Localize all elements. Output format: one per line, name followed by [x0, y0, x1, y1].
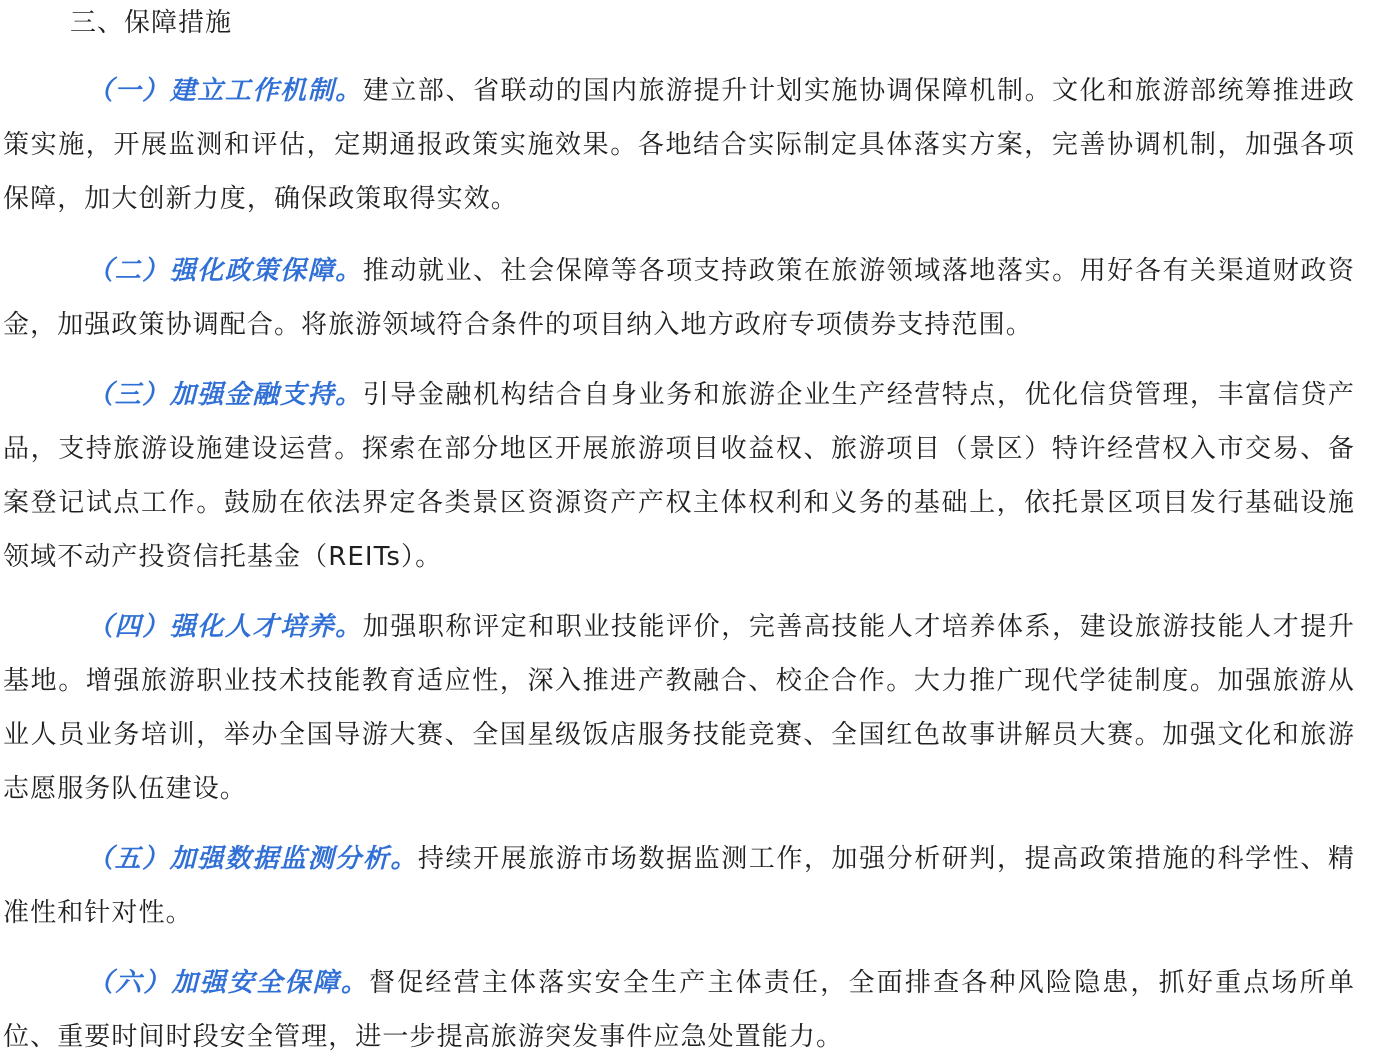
paragraph-4	[3, 600, 1355, 816]
paragraph-4-body: 加强职称评定和职业技能评价，完善高技能人才培养体系，建设旅游技能人才提升基地。增强旅游职业技术技能教育适应性，深入推进产教融合、校企合作。大力推广现代学徒制度。加强旅游从业人员业务培训，举办全国导游大赛、全国星级饭店服务技能竞赛、全国红色故事讲解员大赛。加强文化和旅游志愿服务队伍建设。	[3, 612, 1355, 804]
paragraph-1	[3, 64, 1355, 226]
paragraph-5	[3, 832, 1355, 940]
paragraph-5-heading: （五）加强数据监测分析。	[87, 844, 418, 874]
section-title: 三、保障措施	[70, 8, 233, 38]
paragraph-4-heading: （四）强化人才培养。	[87, 612, 363, 642]
paragraph-2-body: 推动就业、社会保障等各项支持政策在旅游领域落地落实。用好各有关渠道财政资金，加强政策协调配合。将旅游领域符合条件的项目纳入地方政府专项债券支持范围。	[3, 256, 1355, 340]
paragraph-6-body: 督促经营主体落实安全生产主体责任，全面排查各种风险隐患，抓好重点场所单位、重要时间时段安全管理，进一步提高旅游突发事件应急处置能力。	[3, 968, 1355, 1052]
paragraph-2-heading: （二）强化政策保障。	[87, 256, 363, 286]
paragraph-6	[3, 956, 1355, 1064]
paragraph-2	[3, 244, 1355, 352]
paragraph-1-body: 建立部、省联动的国内旅游提升计划实施协调保障机制。文化和旅游部统筹推进政策实施，开展监测和评估，定期通报政策实施效果。各地结合实际制定具体落实方案，完善协调机制，加强各项保障，加大创新力度，确保政策取得实效。	[3, 76, 1355, 214]
paragraph-3-heading: （三）加强金融支持。	[87, 380, 363, 410]
paragraph-6-heading: （六）加强安全保障。	[87, 968, 370, 998]
paragraph-3	[3, 368, 1355, 584]
paragraph-1-heading: （一）建立工作机制。	[87, 76, 363, 106]
paragraph-5-body: 持续开展旅游市场数据监测工作，加强分析研判，提高政策措施的科学性、精准性和针对性。	[3, 844, 1355, 928]
paragraph-3-body: 引导金融机构结合自身业务和旅游企业生产经营特点，优化信贷管理，丰富信贷产品，支持旅游设施建设运营。探索在部分地区开展旅游项目收益权、旅游项目（景区）特许经营权入市交易、备案登记试点工作。鼓励在依法界定各类景区资源资产产权主体权利和义务的基础上，依托景区项目发行基础设施领域不动产投资信托基金（REITs）。	[3, 380, 1355, 572]
